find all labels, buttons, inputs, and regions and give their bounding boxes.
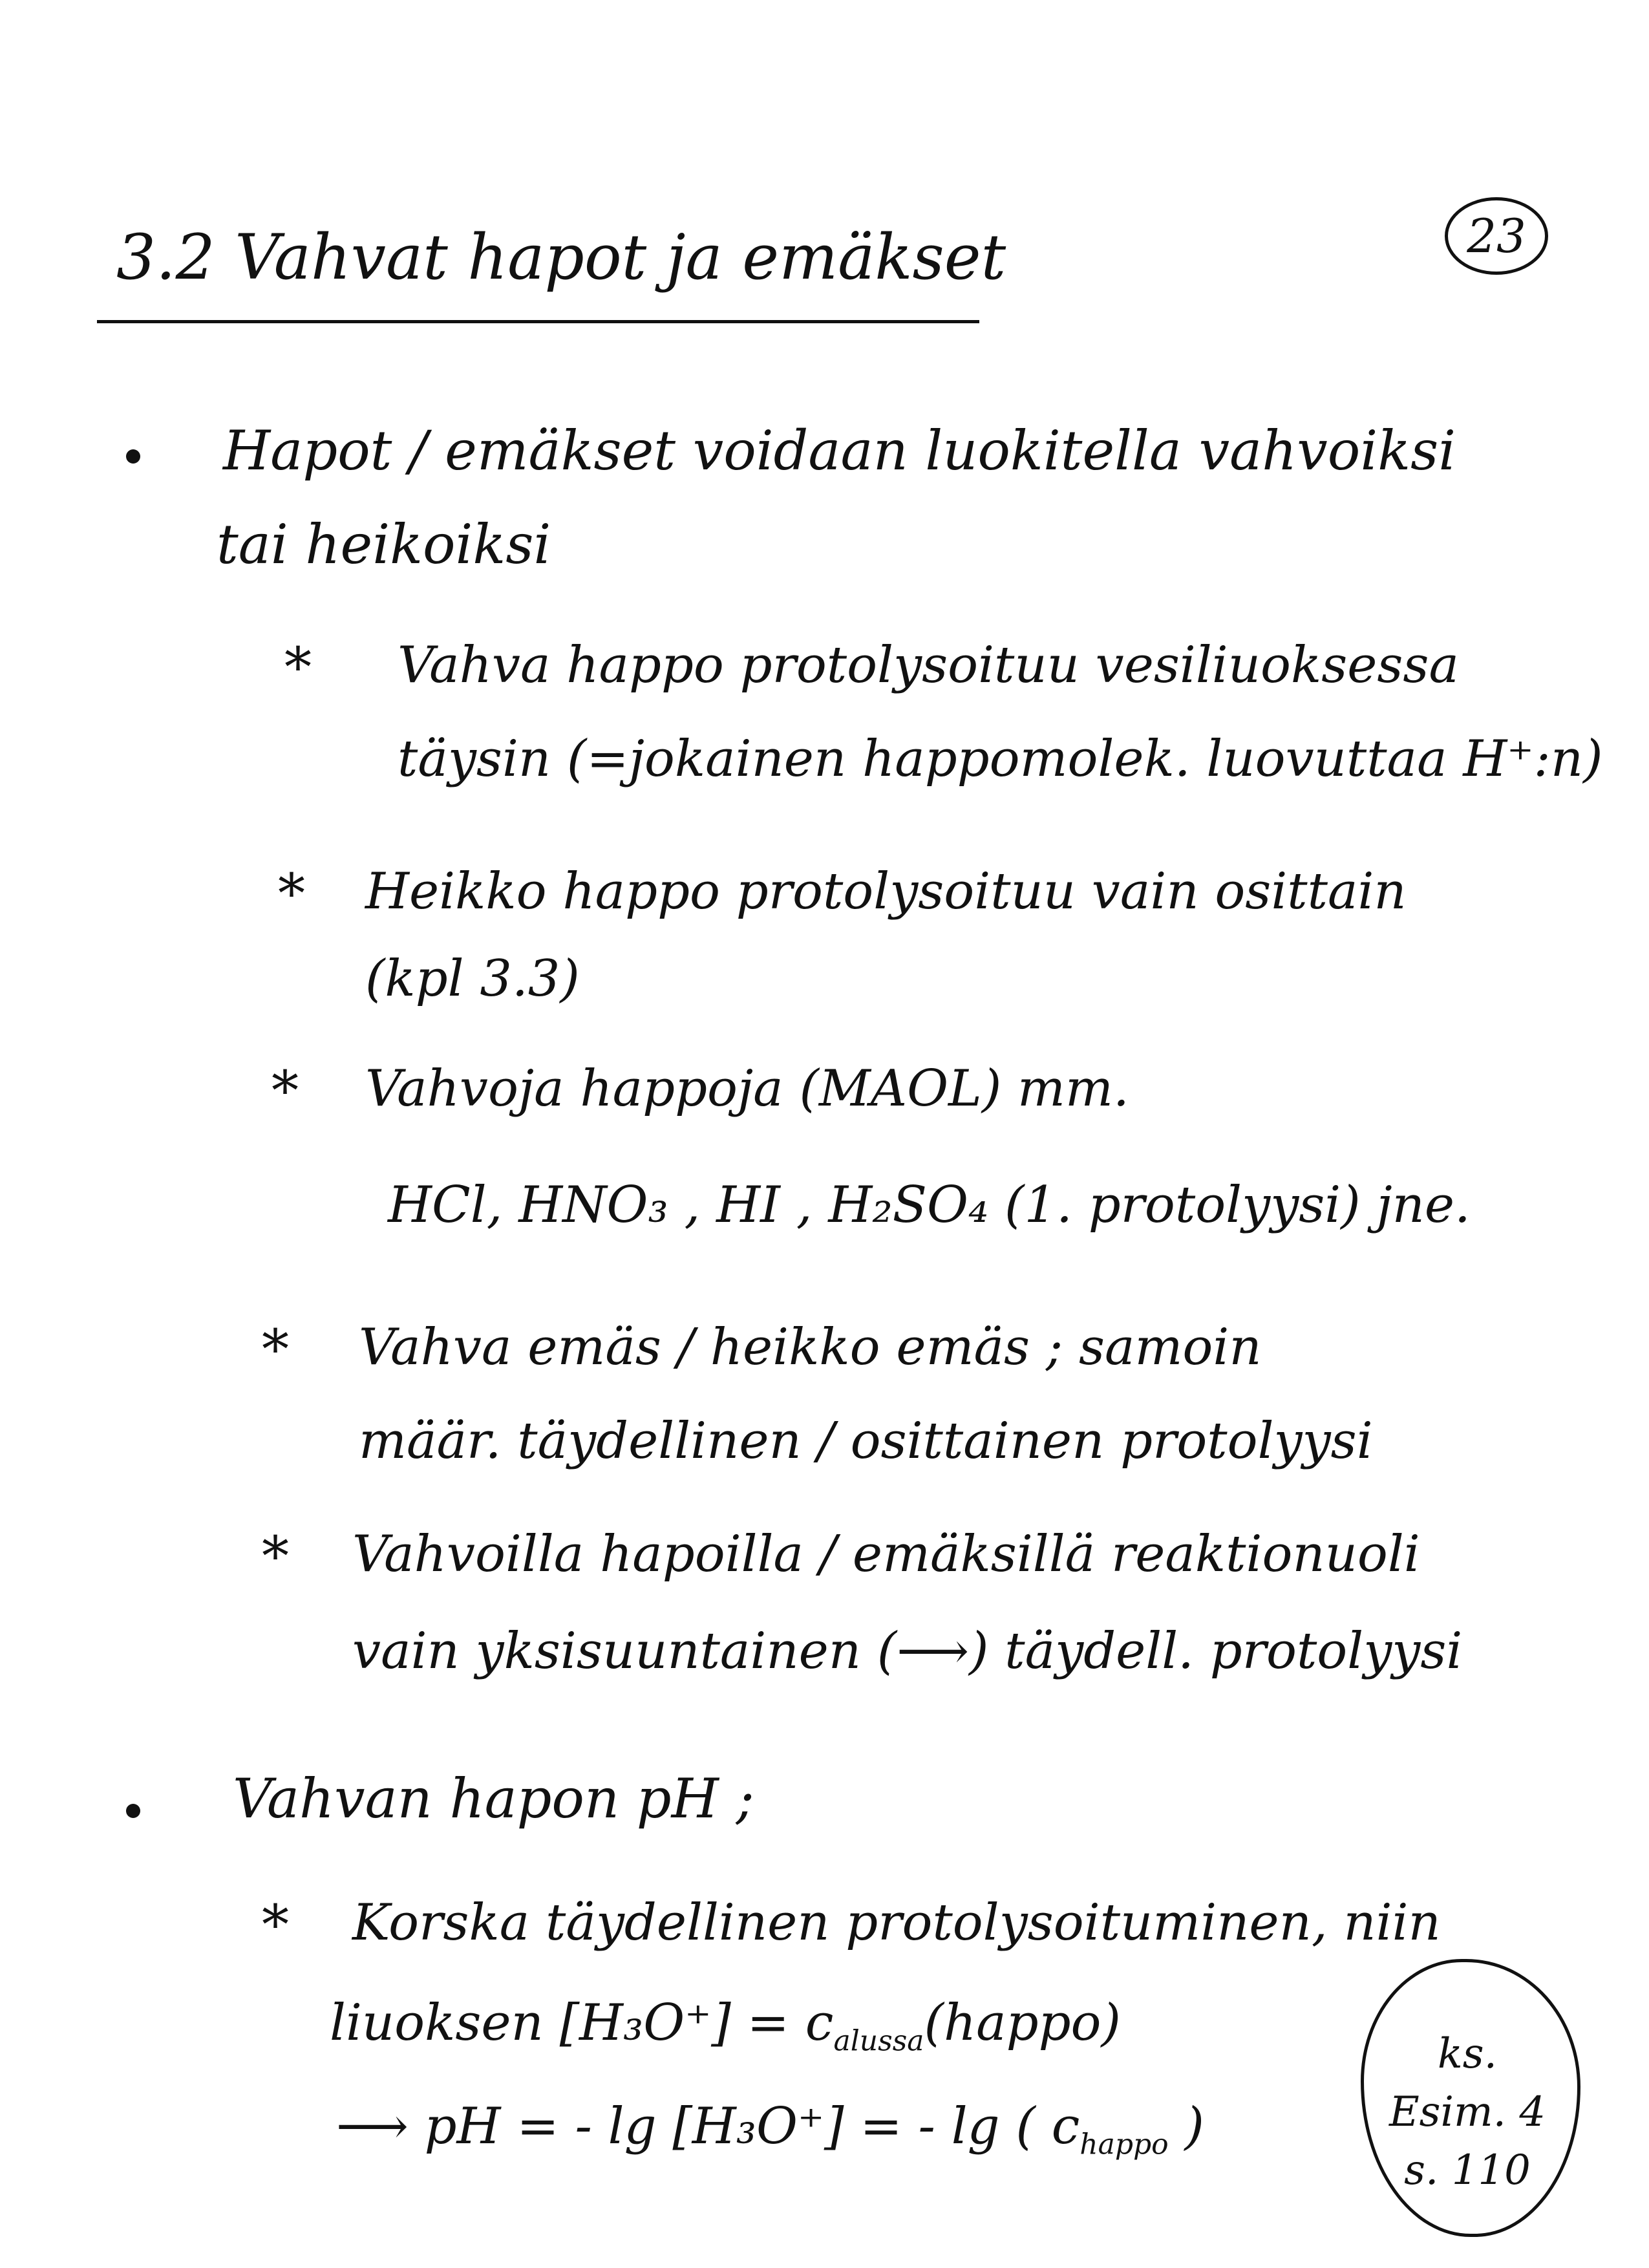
asterisk-icon: * xyxy=(278,862,305,925)
asterisk-icon: * xyxy=(262,1524,289,1588)
item-line: HCl, HNO₃ , HI , H₂SO₄ (1. protolyysi) jne. xyxy=(388,1176,1471,1234)
asterisk-icon: * xyxy=(271,1059,299,1122)
bullet-dot xyxy=(126,449,140,464)
ph-line1: Korska täydellinen protolysoituminen, niin xyxy=(352,1894,1441,1952)
item-line: Vahva happo protolysoituu vesiliuoksessa xyxy=(398,636,1459,694)
note-line: ks. xyxy=(1438,2030,1497,2078)
section1-line2: tai heikoiksi xyxy=(217,513,551,576)
ph-line2 xyxy=(330,1994,1121,2058)
item-line: Vahvoja happoja (MAOL) mm. xyxy=(365,1060,1129,1118)
ph-line2-end: (happo) xyxy=(924,1994,1121,2052)
ph-line3 xyxy=(336,2097,1204,2161)
title-underline xyxy=(97,320,979,323)
item-line: vain yksisuuntainen (⟶) täydell. protolyysi xyxy=(352,1622,1463,1680)
section2-heading: Vahvan hapon pH ; xyxy=(233,1767,754,1830)
item-line: täysin (=jokainen happomolek. luovuttaa H⁺:n) xyxy=(398,730,1603,788)
item-line: Heikko happo protolysoituu vain osittain xyxy=(365,862,1407,921)
item-line: (kpl 3.3) xyxy=(365,950,580,1008)
ph-line3-text: ⟶ pH = - lg [H₃O⁺] = - lg ( c xyxy=(336,2097,1080,2156)
asterisk-icon: * xyxy=(262,1893,289,1956)
item-line: Vahvoilla hapoilla / emäksillä reaktionuoli xyxy=(352,1525,1420,1583)
item-line: määr. täydellinen / osittainen protolyysi xyxy=(359,1412,1373,1470)
bullet-dot xyxy=(126,1804,140,1818)
page-title: 3.2 Vahvat hapot ja emäkset xyxy=(116,221,1006,294)
page-number: 23 xyxy=(1467,209,1526,263)
ph-line2-subscript: alussa xyxy=(833,2024,924,2058)
ph-line3-subscript: happo xyxy=(1080,2128,1169,2161)
item-line: Vahva emäs / heikko emäs ; samoin xyxy=(359,1318,1262,1376)
note-line: s. 110 xyxy=(1404,2146,1531,2194)
asterisk-icon: * xyxy=(284,636,312,699)
ph-line2-text: liuoksen [H₃O⁺] = c xyxy=(330,1994,834,2052)
ph-line3-end: ) xyxy=(1168,2097,1204,2156)
section1-line1: Hapot / emäkset voidaan luokitella vahvoiksi xyxy=(223,419,1456,482)
note-line: Esim. 4 xyxy=(1388,2088,1546,2136)
asterisk-icon: * xyxy=(262,1318,289,1381)
